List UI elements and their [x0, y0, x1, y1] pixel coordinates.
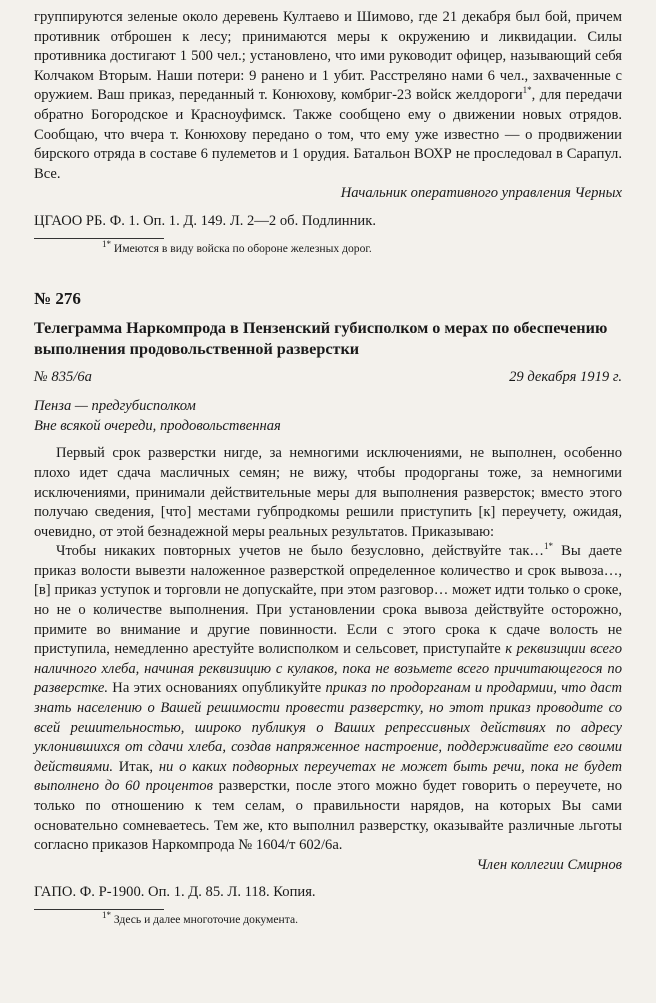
footnote-ref: 1* — [522, 85, 532, 96]
paragraph-1: Первый срок разверстки нигде, за немногими исключениями, не выполнен, особенно плохо идет сдача масличных семян; не вижу, чтобы продорганы тоже, за немногими исключениями, принимали действительные меры для выполнения разверсток; вместо этого получаю сведения, [что] местами губпродкомы решили приступить [к] переучету, ожидая, очевидно, от этой безнадежной меры реальных результатов. Приказываю: — [34, 445, 622, 540]
paragraph-2: Чтобы никаких повторных учетов не было безусловно, действуйте так…$^{1*}$ Вы даете приказ волости вывезти наложенное разверсткой определенное количество и срок вывоза…, [в] приказ уступок и торговли не допускайте, при этом разговор… может идти только о сроке, но не о количестве выполнения. При установлении срока вывоза действуйте осторожно, примите во внимание и другие повинности. Если с этого срока к сдаче волость не приступила, немедленно арестуйте волисполком и сельсовет, приступайте к реквизиции всего наличного хлеба, начиная реквизицию с кулаков, пока не возьмете всего причитающегося по разверстке. На этих основаниях опубликуйте приказ по продорганам и продармии, что даст знать населению о Вашей решимости провести разверстку, но этот приказ проводите со всей решительностью, широко публикуя о Ваших репрессивных действиях по адресу уклонившихся от сдачи хлеба, создав напряженное настроение, поддерживайте его своими действиями. Итак, ни о каких подворных переучетах не может быть речи, пока не будет выполнено до 60 процентов разверстки, после этого можно будет говорить о переучете, но только по отношению к тем селам, о правильности нарядов, на которых Вы сами основательно сомневаетесь. Тем же, кто выполнил разверстку, оказывайте различные льготы согласно приказов Наркомпрода № 1604/т 602/6а. — [34, 541, 622, 854]
footnote-doc: $^{1*}$ Здесь и далее многоточие документа. — [102, 910, 298, 926]
archive-ref-top: ЦГАОО РБ. Ф. 1. Оп. 1. Д. 149. Л. 2—2 об. Подлинник. — [34, 212, 376, 229]
continued-text: группируются зеленые около деревень Култаево и Шимово, где 21 декабря был бой, причем противник отброшен к лесу; принимаются меры к окружению и ликвидации. Силы противника достигают 1 500 чел.; установлено, что ими руководит офицер, называющий себя Колчаком Вторым. Наши потери: 9 ранено и 1 убит. Расстреляно нами 6 чел., захваченные с оружием. Ваш приказ, переданный т. Конюхову, комбриг-23 войск желдороги$^{1*}$, для передачи обратно Богородское и Красноуфимск. Также сообщено ему о движении новых отрядов. Сообщаю, что вчера т. Конюхову передано о том, что ему уже известно — о продвижении бирского отряда в составе 6 пулеметов и 1 орудия. Батальон ВОХР не проследовал в Сарапул. Все. — [34, 9, 622, 182]
footnote-divider-doc — [34, 909, 164, 910]
document-title: Телеграмма Наркомпрода в Пензенский губисполком о мерах по обеспечению выполнения продовольственной разверстки — [34, 318, 608, 358]
footnote-top: $^{1*}$ Имеются в виду войска по обороне железных дорог. — [102, 238, 372, 255]
document-date: 29 декабря 1919 г. — [509, 368, 622, 385]
signature-doc: Член коллегии Смирнов — [476, 856, 622, 873]
document-meta — [34, 368, 622, 388]
addressee: Пенза — предгубисполком — [34, 398, 196, 415]
signature-top: Начальник оперативного управления Черных — [340, 185, 622, 202]
archive-ref-doc: ГАПО. Ф. Р-1900. Оп. 1. Д. 85. Л. 118. Копия. — [34, 884, 316, 901]
document-ref: № 835/6а — [34, 368, 92, 385]
footnote-divider — [34, 238, 164, 239]
priority-note: Вне всякой очереди, продовольственная — [34, 417, 281, 434]
document-number: № 276 — [34, 288, 81, 308]
